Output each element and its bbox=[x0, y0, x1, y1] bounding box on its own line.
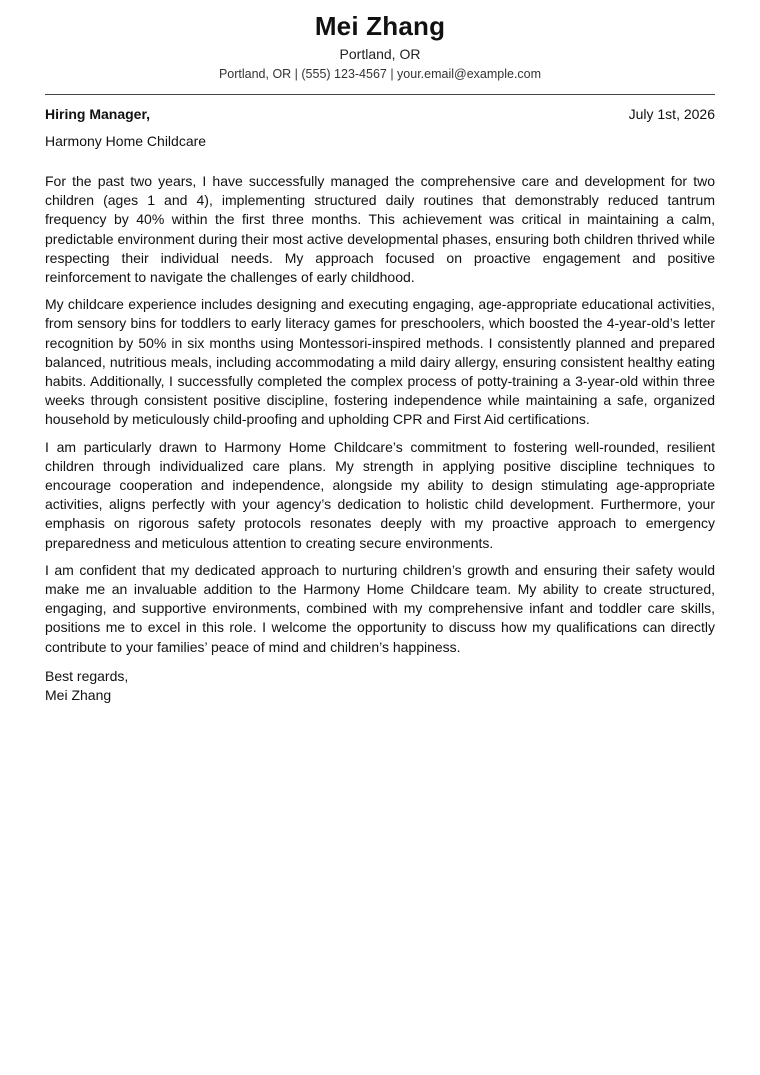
body-paragraph: I am confident that my dedicated approach to nurturing children’s growth and ensuring their safety would make me an invaluable addition to the Harmony Home Childcare team. My ability to create structured, engaging, and supportive environments, combined with my comprehensive infant and toddler care skills, positions me to excel in this role. I welcome the opportunity to discuss how my qualifications can directly contribute to your families’ peace of mind and children’s happiness. bbox=[45, 561, 715, 655]
company-name: Harmony Home Childcare bbox=[45, 133, 207, 149]
letter-body bbox=[45, 172, 715, 657]
applicant-name: Mei Zhang bbox=[314, 11, 446, 41]
header-divider bbox=[45, 94, 715, 95]
recipient-date-row bbox=[45, 105, 715, 123]
recipient-greeting: Hiring Manager, bbox=[45, 106, 151, 122]
body-paragraph: I am particularly drawn to Harmony Home Childcare’s commitment to fostering well-rounded, resilient children through individualized care plans. My strength in applying positive discipline techniques to encourage cooperation and independence, alongside my ability to design stimulating age-appropriate activities, aligns perfectly with your agency’s dedication to holistic child development. Furthermore, your emphasis on rigorous safety protocols resonates deeply with my proactive approach to emergency preparedness and meticulous attention to creating secure environments. bbox=[45, 438, 715, 551]
letter-date: July 1st, 2026 bbox=[628, 106, 715, 122]
closing-signature: Mei Zhang bbox=[45, 687, 112, 704]
body-paragraph: My childcare experience includes designing and executing engaging, age-appropriate educational activities, from sensory bins for toddlers to early literacy games for preschoolers, which boosted the 4-year-old’s letter recognition by 50% in six months using Montessori-inspired methods. I consistently planned and prepared balanced, nutritious meals, including accommodating a mild dairy allergy, ensuring consistent healthy eating habits. Additionally, I successfully completed the complex process of potty-training a 3-year-old within three weeks through consistent positive discipline, fostering independence while maintaining a safe, organized household by meticulously child-proofing and upholding CPR and First Aid certifications. bbox=[45, 296, 715, 428]
letter-closing bbox=[45, 667, 715, 705]
contact-line: Portland, OR | (555) 123-4567 | your.email@example.com bbox=[218, 67, 542, 81]
body-paragraph: For the past two years, I have successfully managed the comprehensive care and development for two children (ages 1 and 4), implementing structured daily routines that demonstrably reduced tantrum frequency by 40% within the first three months. This achievement was critical in maintaining a calm, predictable environment during their most active developmental phases, ensuring both children thrived while respecting their individual needs. My approach focused on proactive engagement and positive reinforcement to navigate the challenges of early childhood. bbox=[45, 173, 715, 286]
applicant-location: Portland, OR bbox=[339, 46, 421, 62]
closing-salutation: Best regards, bbox=[45, 667, 129, 684]
letter-header bbox=[45, 0, 715, 82]
